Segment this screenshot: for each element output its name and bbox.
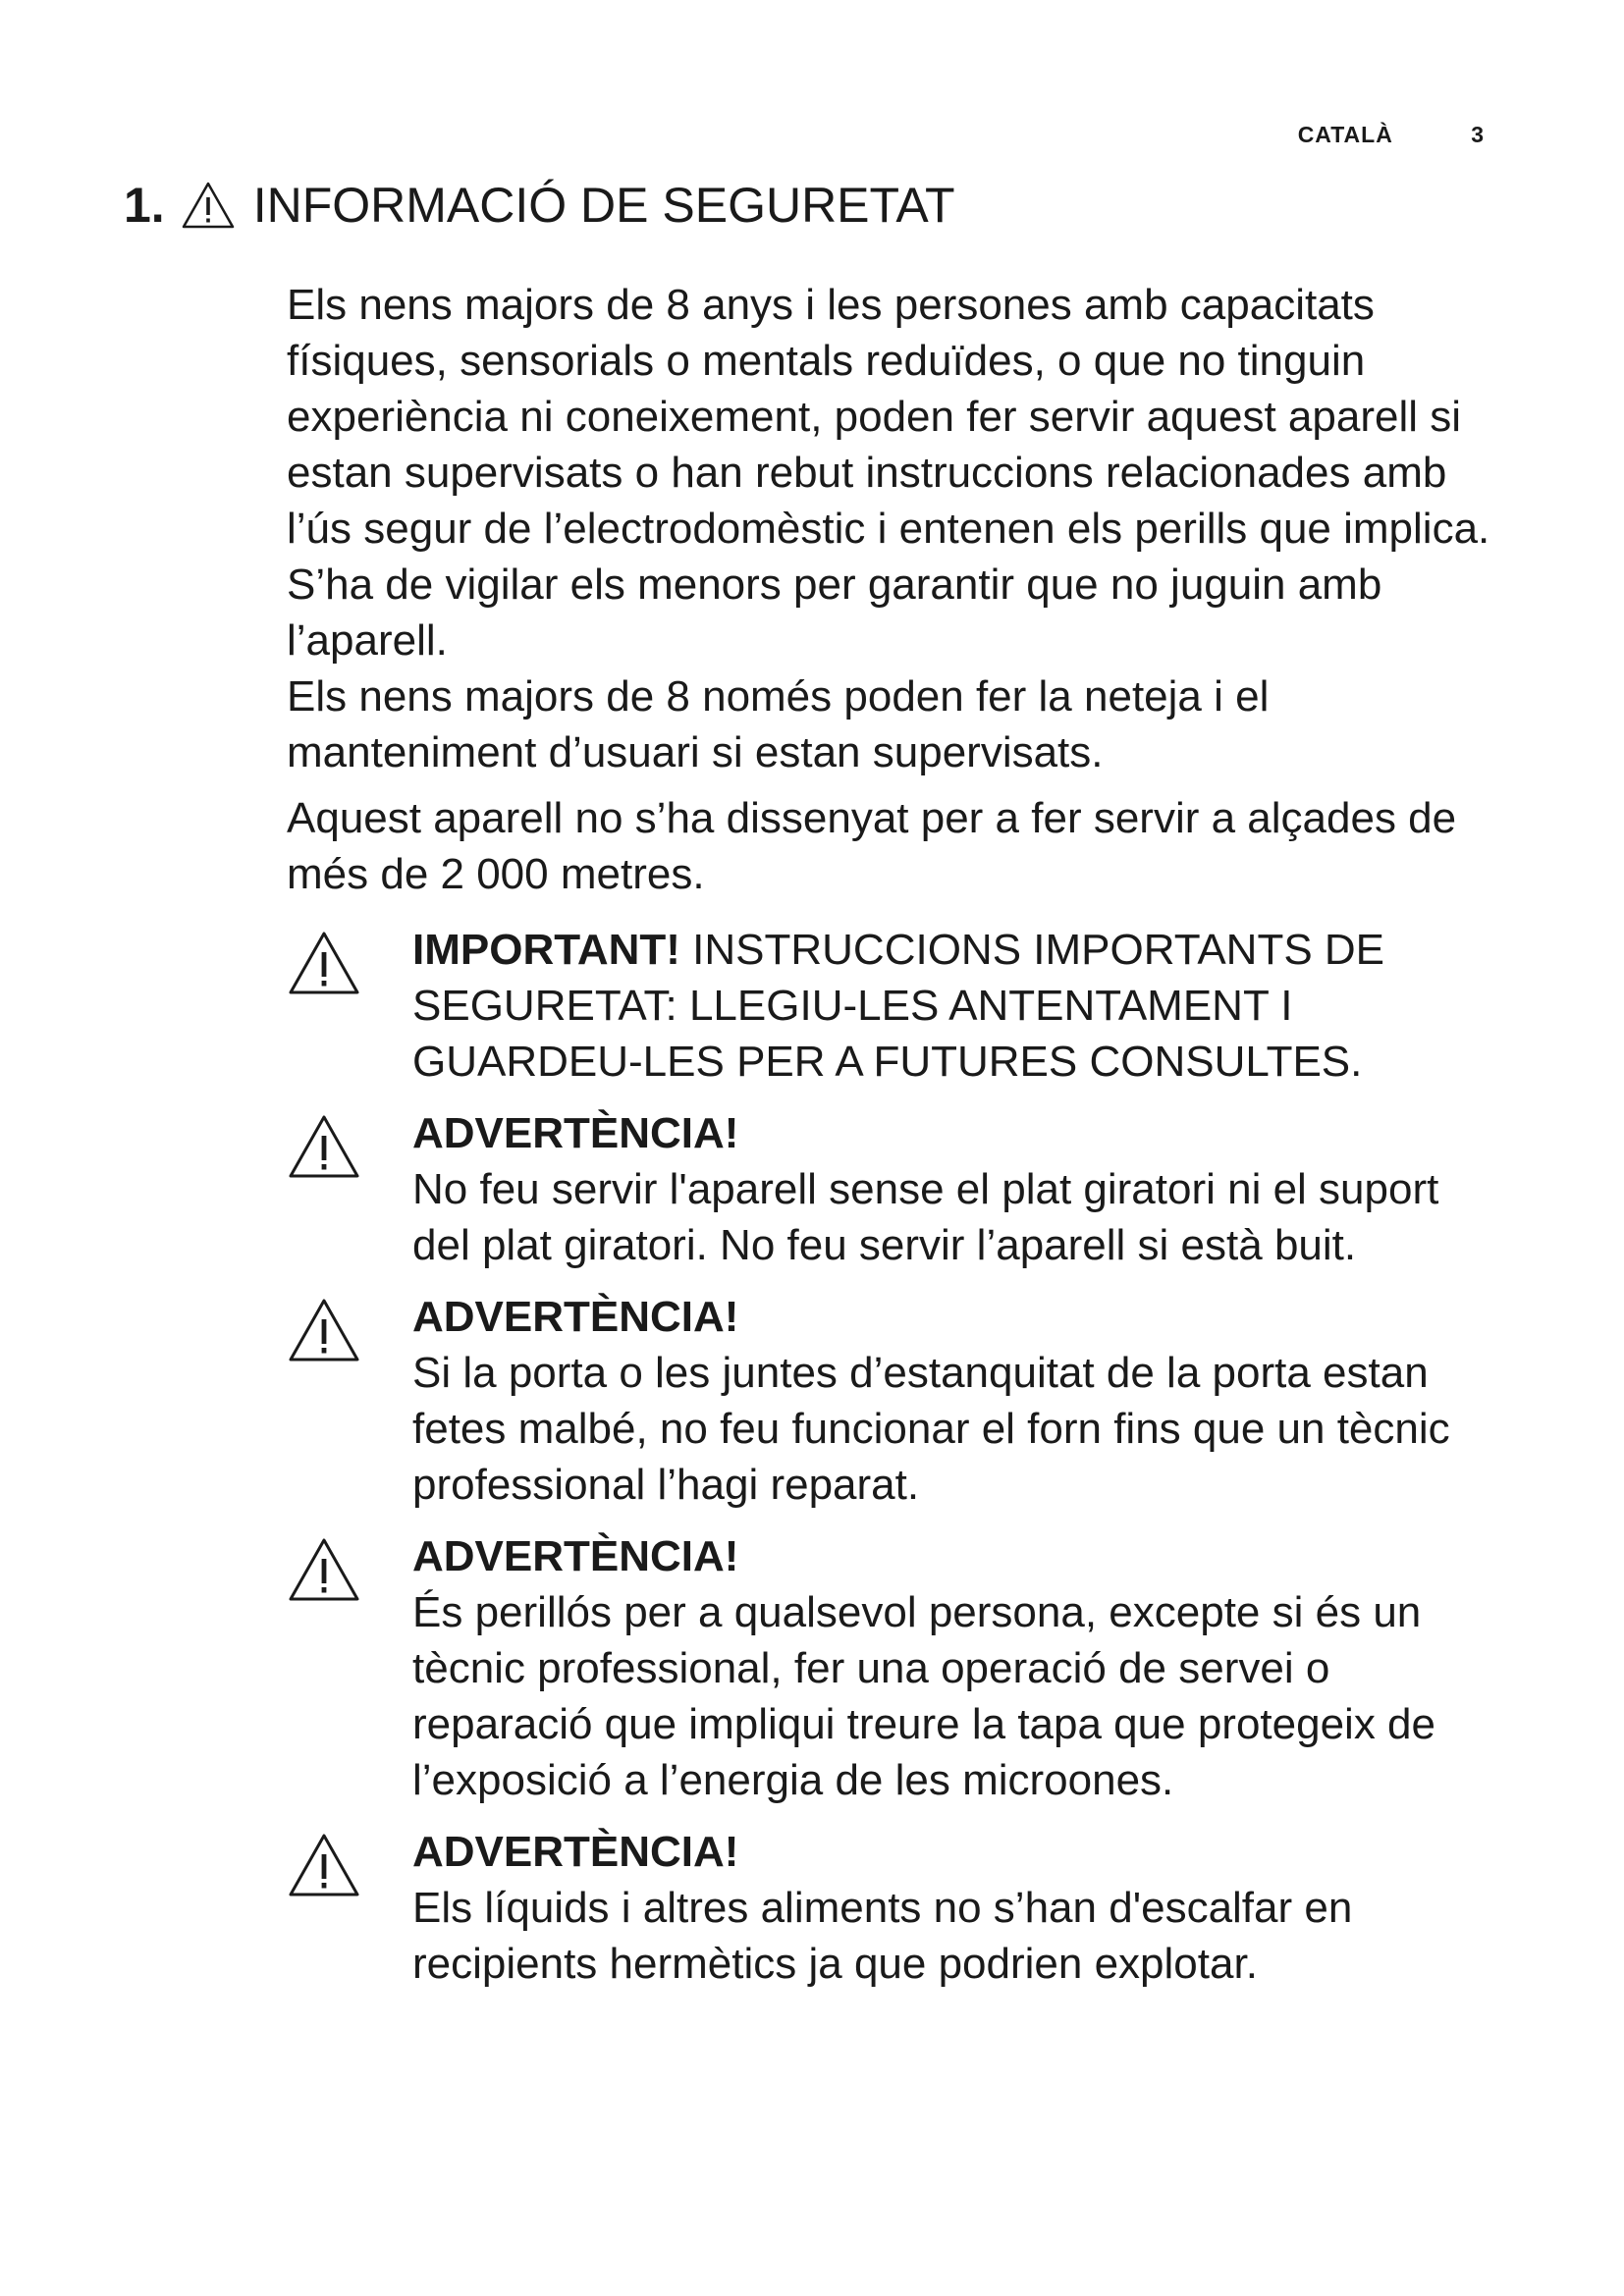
warning-label: ADVERTÈNCIA! xyxy=(412,1828,739,1876)
intro-paragraph-1: Els nens majors de 8 anys i les persones amb capacitats físiques, sensorials o mentals reduïdes, o que no tinguin experiència ni coneixement, poden fer servir aquest aparell si estan supervisats o han rebut instruccions relacionades amb l’ús segur de l’electrodomèstic i entenen els perills que implica. S’ha de vigilar els menors per garantir que no juguin amb l’aparell. xyxy=(287,281,1490,665)
section-title xyxy=(124,177,955,234)
warning-triangle-icon xyxy=(287,930,361,996)
important-notice xyxy=(287,922,1504,1090)
warning-label: ADVERTÈNCIA! xyxy=(412,1109,739,1157)
intro-paragraph-2: Els nens majors de 8 només poden fer la neteja i el manteniment d’usuari si estan supervisats. xyxy=(287,672,1270,776)
warning-label: ADVERTÈNCIA! xyxy=(412,1293,739,1341)
warning-block xyxy=(287,1105,1504,1273)
important-label: IMPORTANT! xyxy=(412,926,680,974)
warning-triangle-icon xyxy=(287,1832,361,1898)
warning-triangle-icon xyxy=(287,1536,361,1603)
warning-block xyxy=(287,1289,1504,1513)
section-title-text: INFORMACIÓ DE SEGURETAT xyxy=(252,178,955,233)
warning-label: ADVERTÈNCIA! xyxy=(412,1532,739,1580)
section-number: 1. xyxy=(124,178,165,233)
intro-paragraph-3: Aquest aparell no s’ha dissenyat per a fer servir a alçades de més de 2 000 metres. xyxy=(287,794,1457,898)
warning-text: No feu servir l'aparell sense el plat giratori ni el suport del plat giratori. No feu servir l’aparell si està buit. xyxy=(412,1165,1439,1269)
header-language: CATALÀ xyxy=(1297,122,1393,147)
warning-triangle-icon xyxy=(181,181,236,230)
warning-text: Si la porta o les juntes d’estanquitat de la porta estan fetes malbé, no feu funcionar el forn fins que un tècnic professional l’hagi reparat. xyxy=(412,1349,1450,1509)
warning-block xyxy=(287,1528,1504,1808)
warning-triangle-icon xyxy=(287,1297,361,1363)
warning-text: És perillós per a qualsevol persona, excepte si és un tècnic professional, fer una operació de servei o reparació que impliqui treure la tapa que protegeix de l’exposició a l’energia de les microones. xyxy=(412,1588,1435,1804)
warning-block xyxy=(287,1824,1504,1992)
safety-content xyxy=(287,277,1504,1992)
important-text: INSTRUCCIONS IMPORTANTS DE SEGURETAT: LLEGIU-LES ANTENTAMENT I GUARDEU-LES PER A FUTURES CONSULTES. xyxy=(412,926,1385,1086)
header-page-number: 3 xyxy=(1471,122,1485,147)
warning-text: Els líquids i altres aliments no s’han d'escalfar en recipients hermètics ja que podrien explotar. xyxy=(412,1884,1353,1988)
warning-triangle-icon xyxy=(287,1113,361,1180)
page-header xyxy=(1298,122,1485,148)
